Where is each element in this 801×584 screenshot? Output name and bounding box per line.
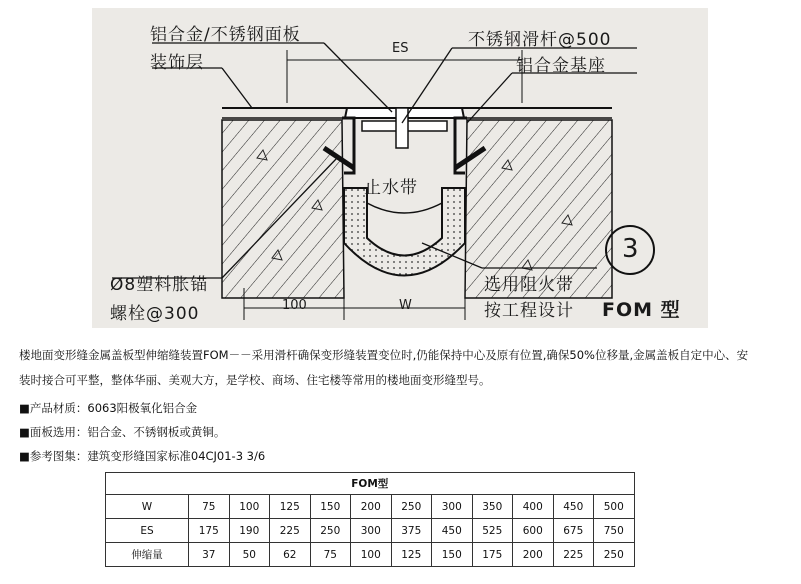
table-cell: 125 (270, 495, 311, 519)
table-cell: 450 (553, 495, 594, 519)
table-cell: 37 (189, 543, 230, 567)
table-cell: 450 (432, 519, 473, 543)
table-cell: 600 (513, 519, 554, 543)
circle-number-label: 3 (622, 234, 640, 264)
table-cell: 50 (229, 543, 270, 567)
table-cell: 62 (270, 543, 311, 567)
spec-material (19, 400, 197, 416)
table-cell: 100 (229, 495, 270, 519)
table-cell: 75 (310, 543, 351, 567)
table-cell: 525 (472, 519, 513, 543)
water-stop (344, 188, 465, 276)
table-cell: 150 (310, 495, 351, 519)
table-cell: 400 (513, 495, 554, 519)
spec-reference (19, 448, 265, 464)
table-title: FOM型 (106, 473, 635, 495)
table-cell: 225 (270, 519, 311, 543)
table-row-w (106, 495, 635, 519)
spec-panel-value: 铝合金、不锈钢板或黄铜。 (87, 425, 226, 439)
row-label: 伸缩量 (106, 543, 189, 567)
base-label: 铝合金基座 (516, 56, 606, 76)
table-cell: 300 (351, 519, 392, 543)
table-row-stroke (106, 543, 635, 567)
waterstop-label: 止水带 (364, 178, 418, 198)
dim-100-label: 100 (282, 298, 307, 313)
table-cell: 250 (391, 495, 432, 519)
anchor-label-2: 螺栓@300 (110, 304, 200, 324)
table-cell: 750 (594, 519, 635, 543)
table-cell: 200 (351, 495, 392, 519)
spec-panel (19, 424, 225, 440)
spec-panel-label: ■面板选用： (19, 425, 88, 439)
table-cell: 225 (553, 543, 594, 567)
table-cell: 100 (351, 543, 392, 567)
table-cell: 200 (513, 543, 554, 567)
anchor-label-1: Ø8塑料胀锚 (110, 275, 209, 295)
spec-material-label: ■产品材质： (19, 401, 88, 415)
table-cell: 175 (189, 519, 230, 543)
spec-material-value: 6063阳极氧化铝合金 (87, 401, 198, 415)
table-cell: 375 (391, 519, 432, 543)
table-cell: 125 (391, 543, 432, 567)
firestop-label-1: 选用阻火带 (484, 275, 574, 295)
model-label: FOM 型 (602, 299, 681, 321)
row-label: ES (106, 519, 189, 543)
table-cell: 150 (432, 543, 473, 567)
spec-table (105, 472, 635, 567)
es-dim-label: ES (392, 41, 409, 56)
table-cell: 250 (310, 519, 351, 543)
dim-w-label: W (399, 298, 412, 313)
table-cell: 300 (432, 495, 473, 519)
spec-reference-label: ■参考图集： (19, 449, 88, 463)
table-cell: 250 (594, 543, 635, 567)
table-cell: 500 (594, 495, 635, 519)
slide-bar-label: 不锈钢滑杆@500 (468, 30, 612, 50)
table-cell: 190 (229, 519, 270, 543)
firestop-label-2: 按工程设计 (484, 301, 574, 321)
table-cell: 175 (472, 543, 513, 567)
table-cell: 75 (189, 495, 230, 519)
table-row-es (106, 519, 635, 543)
technical-drawing (92, 8, 708, 328)
table-cell: 675 (553, 519, 594, 543)
row-label: W (106, 495, 189, 519)
decor-label: 装饰层 (150, 53, 204, 73)
table-cell: 350 (472, 495, 513, 519)
panel-label: 铝合金/不锈钢面板 (150, 25, 301, 45)
description-line-2: 装时接合可平整，整体华丽、美观大方，是学校、商场、住宅楼等常用的楼地面变形缝型号。 (19, 373, 491, 387)
description-line-1: 楼地面变形缝金属盖板型伸缩缝装置FOM－－采用滑杆确保变形缝装置变位时,仍能保持中心及原有位置,确保50%位移量,金属盖板自定中心、安 (19, 348, 749, 362)
spec-reference-value: 建筑变形缝国家标准04CJ01-3 3/6 (87, 449, 266, 463)
